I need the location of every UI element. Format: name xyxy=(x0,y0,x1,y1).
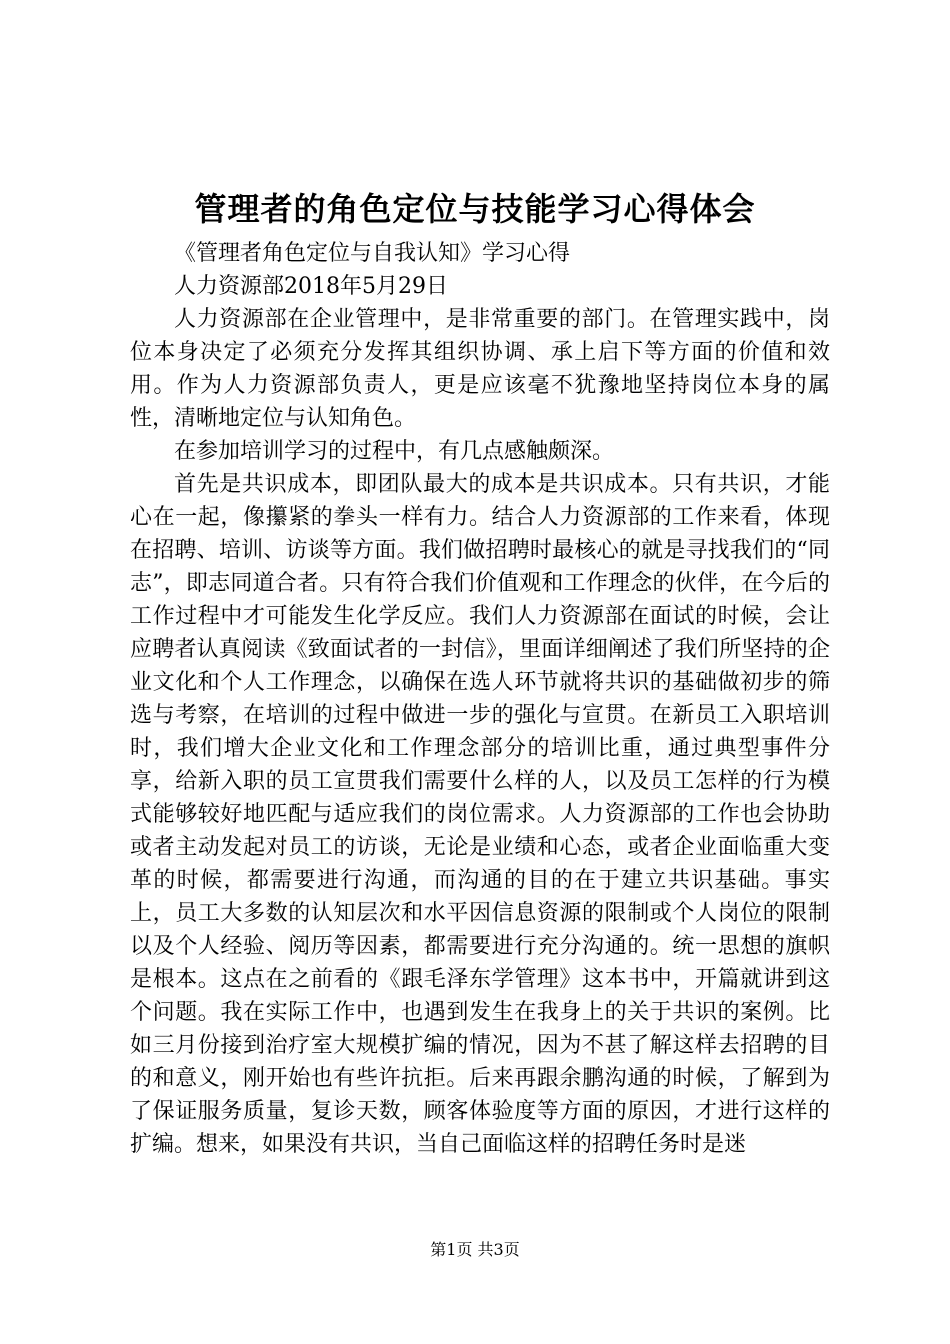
paragraph-department-date: 人力资源部2018年5月29日 xyxy=(174,274,448,299)
document-title: 管理者的角色定位与技能学习心得体会 xyxy=(194,190,756,228)
paragraph-intro: 人力资源部在企业管理中，是非常重要的部门。在管理实践中，岗位本身决定了必须充分发挥其组织协调、承上启下等方面的价值和效用。作为人力资源部负责人，更是应该毫不犹豫地坚持岗位本身的属性，清晰地定位与认知角色。 xyxy=(130,307,830,431)
document-body xyxy=(130,237,830,1161)
paragraph-impressions: 在参加培训学习的过程中，有几点感触颇深。 xyxy=(174,439,615,464)
paragraph-subtitle: 《管理者角色定位与自我认知》学习心得 xyxy=(174,241,571,266)
paragraph-consensus: 首先是共识成本，即团队最大的成本是共识成本。只有共识，才能心在一起，像攥紧的拳头一样有力。结合人力资源部的工作来看，体现在招聘、培训、访谈等方面。我们做招聘时最核心的就是寻找我们的“同志”，即志同道合者。只有符合我们价值观和工作理念的伙伴，在今后的工作过程中才可能发生化学反应。我们人力资源部在面试的时候，会让应聘者认真阅读《致面试者的一封信》，里面详细阐述了我们所坚持的企业文化和个人工作理念，以确保在选人环节就将共识的基础做初步的筛选与考察，在培训的过程中做进一步的强化与宣贯。在新员工入职培训时，我们增大企业文化和工作理念部分的培训比重，通过典型事件分享，给新入职的员工宣贯我们需要什么样的人，以及员工怎样的行为模式能够较好地匹配与适应我们的岗位需求。人力资源部的工作也会协助或者主动发起对员工的访谈，无论是业绩和心态，或者企业面临重大变革的时候，都需要进行沟通，而沟通的目的在于建立共识基础。事实上，员工大多数的认知层次和水平因信息资源的限制或个人岗位的限制以及个人经验、阅历等因素，都需要进行充分沟通的。统一思想的旗帜是根本。这点在之前看的《跟毛泽东学管理》这本书中，开篇就讲到这个问题。我在实际工作中，也遇到发生在我身上的关于共识的案例。比如三月份接到治疗室大规模扩编的情况，因为不甚了解这样去招聘的目的和意义，刚开始也有些许抗拒。后来再跟余鹏沟通的时候，了解到为了保证服务质量，复诊天数，顾客体验度等方面的原因，才进行这样的扩编。想来，如果没有共识，当自己面临这样的招聘任务时是迷 xyxy=(130,472,830,1157)
page-footer: 第1页 共3页 xyxy=(430,1240,520,1259)
